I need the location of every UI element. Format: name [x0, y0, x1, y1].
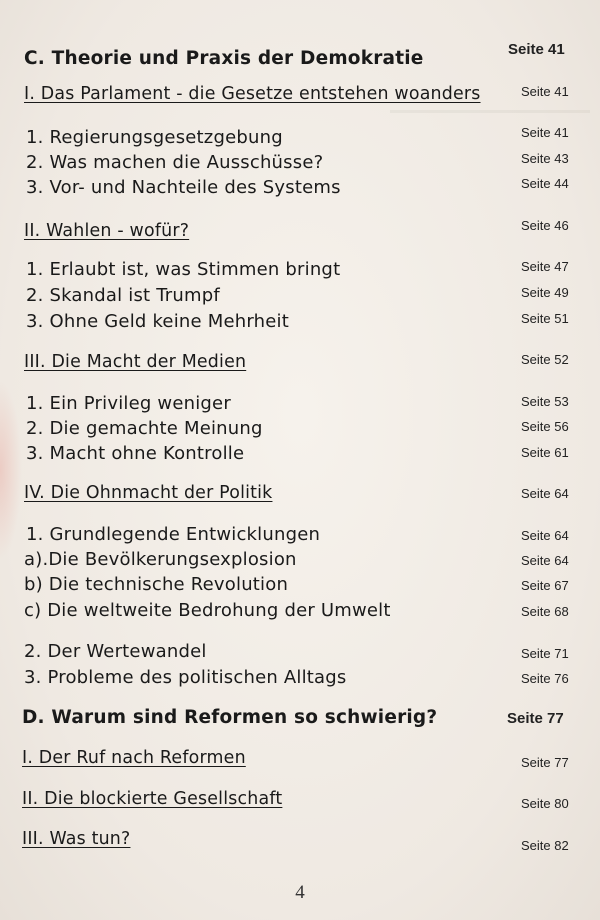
toc-page: Seite 64 [521, 486, 569, 501]
page-number: 4 [295, 882, 305, 903]
toc-page: Seite 64 [521, 553, 569, 568]
toc-label: 1. Ein Privileg weniger [26, 393, 231, 414]
toc-label: I. Das Parlament - die Gesetze entstehen woanders [24, 84, 481, 104]
toc-page: Seite 76 [521, 671, 569, 686]
toc-page: Seite 41 [521, 125, 569, 140]
toc-label: 2. Der Wertewandel [24, 641, 207, 662]
toc-page: Seite 53 [521, 394, 569, 409]
toc-label: C. Theorie und Praxis der Demokratie [24, 48, 424, 69]
toc-page: Seite 64 [521, 528, 569, 543]
toc-page: Seite 71 [521, 646, 569, 661]
toc-page: Seite 77 [507, 710, 564, 727]
toc-page: Seite 56 [521, 419, 569, 434]
toc-label: III. Die Macht der Medien [24, 352, 247, 372]
toc-label: 3. Ohne Geld keine Mehrheit [26, 311, 289, 332]
toc-label: IV. Die Ohnmacht der Politik [24, 483, 273, 503]
toc-page: Seite 77 [521, 755, 569, 770]
toc-page: Seite 47 [521, 259, 569, 274]
toc-page: Seite 41 [521, 84, 569, 99]
toc-page: Seite 61 [521, 445, 569, 460]
toc-label: II. Die blockierte Gesellschaft [22, 789, 283, 809]
toc-label: 1. Erlaubt ist, was Stimmen bringt [26, 259, 341, 280]
toc-label: 1. Regierungsgesetzgebung [26, 127, 283, 148]
toc-label: 3. Macht ohne Kontrolle [26, 443, 245, 464]
toc-label: 2. Was machen die Ausschüsse? [26, 152, 324, 173]
toc-label: I. Der Ruf nach Reformen [22, 748, 246, 768]
toc-page: Seite 67 [521, 578, 569, 593]
toc-page: Seite 43 [521, 151, 569, 166]
toc-page: Seite 51 [521, 311, 569, 326]
toc-label: D. Warum sind Reformen so schwierig? [22, 707, 438, 728]
toc-label: 2. Die gemachte Meinung [26, 418, 263, 439]
toc-label: II. Wahlen - wofür? [24, 221, 190, 241]
toc-page: Seite 82 [521, 838, 569, 853]
toc-page: Seite 68 [521, 604, 569, 619]
toc-label: 3. Probleme des politischen Alltags [24, 667, 347, 688]
toc-page: Seite 44 [521, 176, 569, 191]
toc-label: 2. Skandal ist Trumpf [26, 285, 220, 306]
toc-page: Seite 46 [521, 218, 569, 233]
toc-label: 3. Vor- und Nachteile des Systems [26, 177, 341, 198]
toc-page: Seite 41 [508, 41, 565, 58]
page-edge-shadow [0, 380, 22, 560]
toc-label: a).Die Bevölkerungsexplosion [24, 549, 297, 570]
toc-page: Seite 80 [521, 796, 569, 811]
toc-label: c) Die weltweite Bedrohung der Umwelt [24, 600, 391, 621]
toc-page: Seite 52 [521, 352, 569, 367]
toc-label: 1. Grundlegende Entwicklungen [26, 524, 321, 545]
toc-label: b) Die technische Revolution [24, 574, 289, 595]
toc-page: Seite 49 [521, 285, 569, 300]
toc-label: III. Was tun? [22, 829, 131, 849]
